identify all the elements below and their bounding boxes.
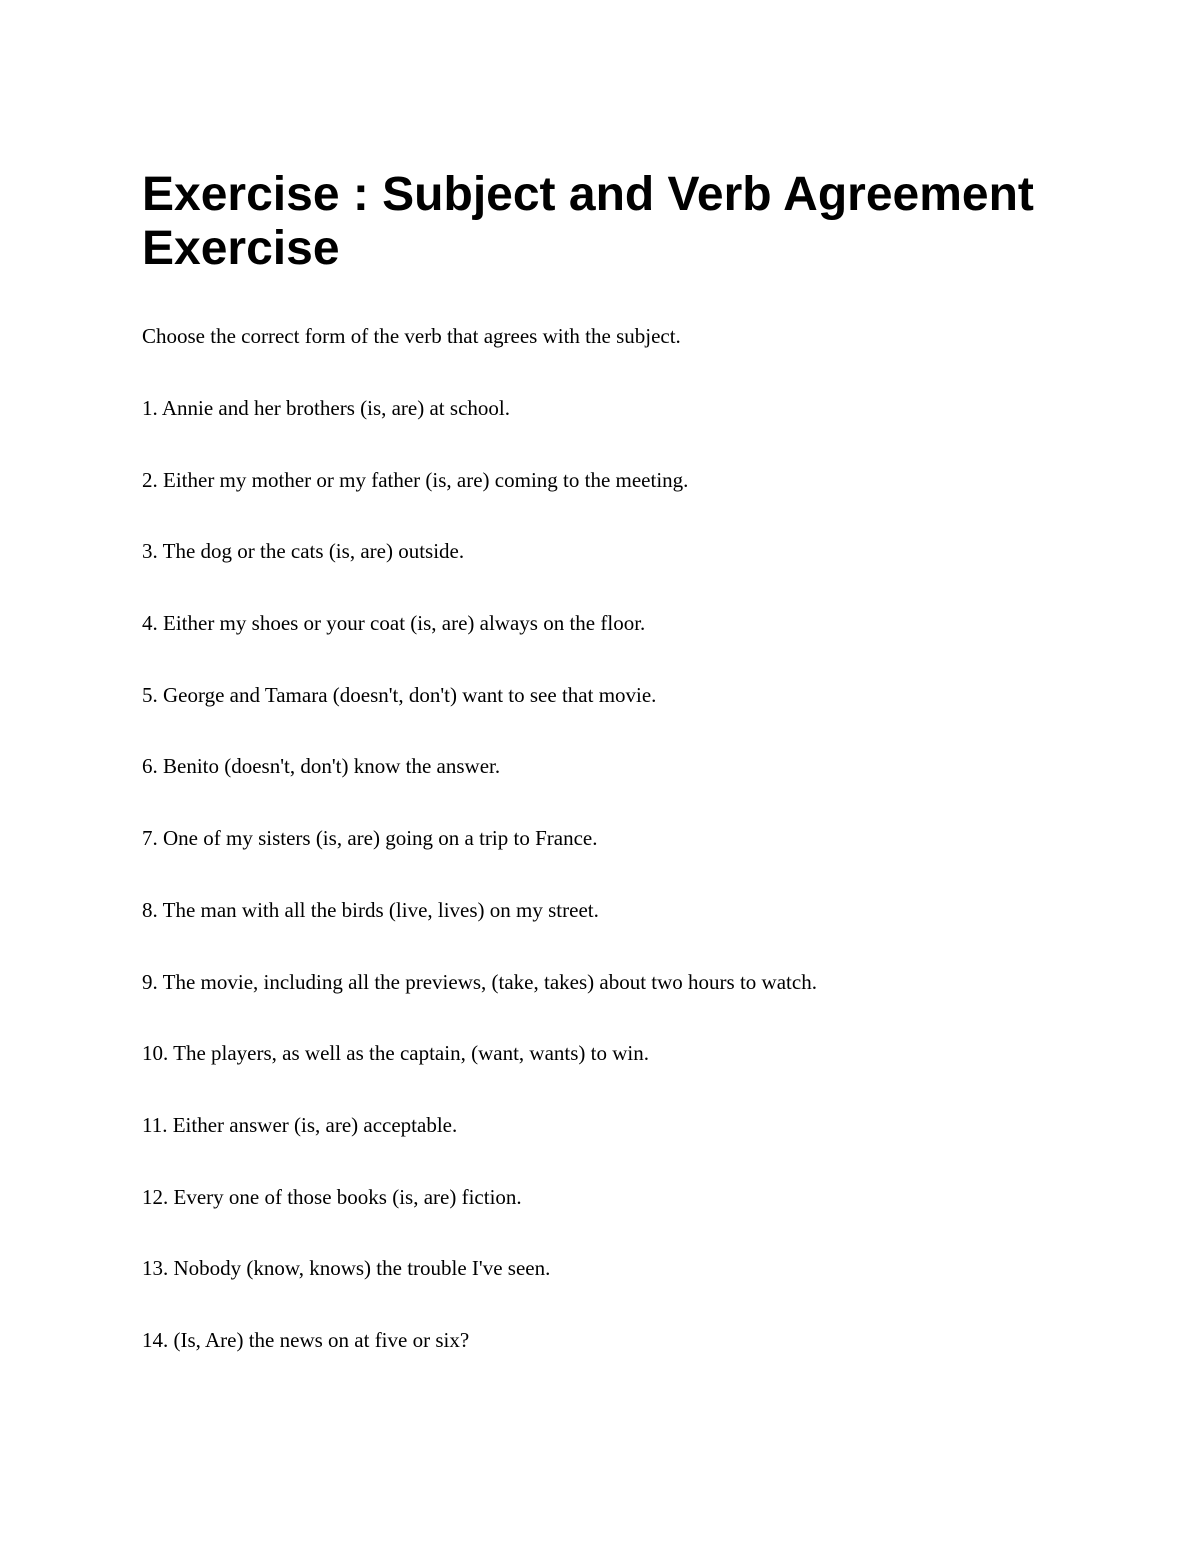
question-item: 13. Nobody (know, knows) the trouble I've seen.	[142, 1256, 551, 1281]
question-item: 9. The movie, including all the previews, (take, takes) about two hours to watch.	[142, 969, 817, 994]
question-list	[142, 394, 817, 1398]
question-item: 12. Every one of those books (is, are) fiction.	[142, 1184, 522, 1209]
question-item: 10. The players, as well as the captain, (want, wants) to win.	[142, 1041, 649, 1066]
question-item: 14. (Is, Are) the news on at five or six?	[142, 1327, 470, 1352]
document-title: Exercise : Subject and Verb Agreement Exercise	[142, 168, 1034, 275]
question-item: 2. Either my mother or my father (is, are) coming to the meeting.	[142, 467, 689, 492]
question-item: 5. George and Tamara (doesn't, don't) want to see that movie.	[142, 682, 657, 707]
question-item: 3. The dog or the cats (is, are) outside.	[142, 539, 465, 564]
question-item: 11. Either answer (is, are) acceptable.	[142, 1112, 458, 1137]
question-item: 4. Either my shoes or your coat (is, are) always on the floor.	[142, 611, 646, 636]
instructions-text: Choose the correct form of the verb that agrees with the subject.	[142, 324, 681, 348]
question-item: 6. Benito (doesn't, don't) know the answer.	[142, 754, 501, 779]
question-item: 7. One of my sisters (is, are) going on a trip to France.	[142, 826, 598, 851]
question-item: 8. The man with all the birds (live, lives) on my street.	[142, 897, 599, 922]
question-item: 1. Annie and her brothers (is, are) at school.	[142, 396, 510, 420]
